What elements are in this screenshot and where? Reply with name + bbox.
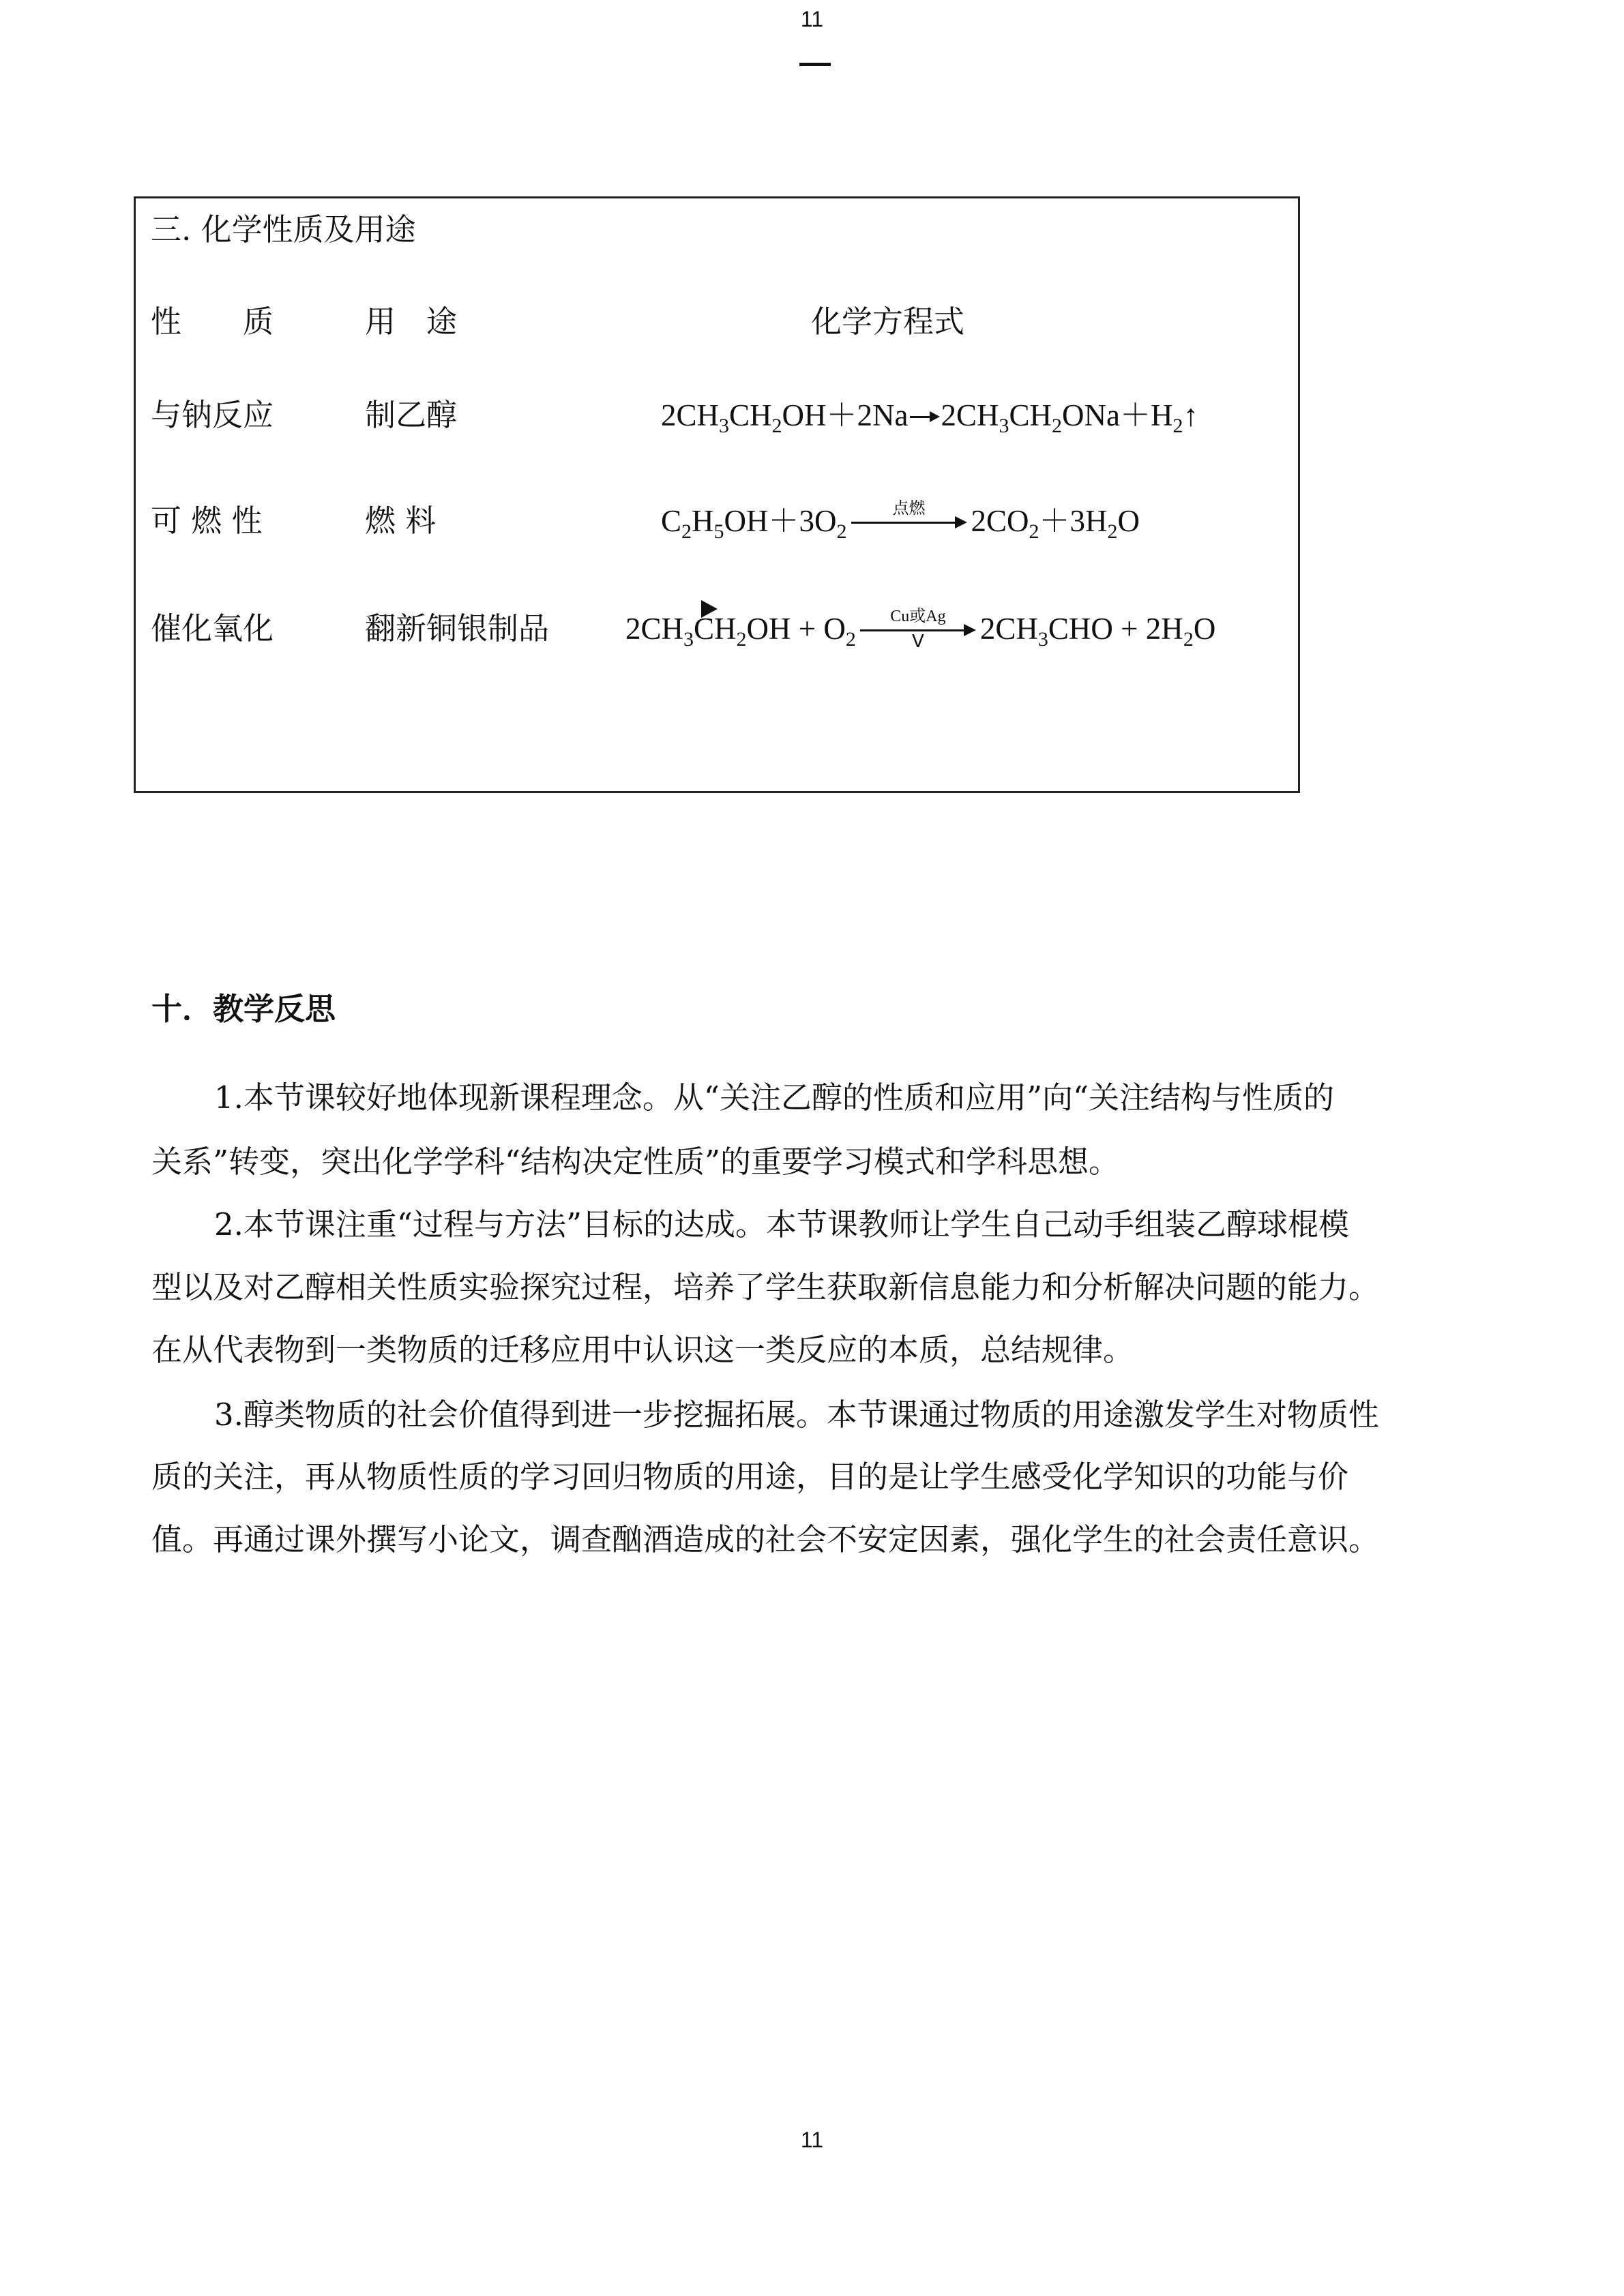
equation-sodium-reaction: $2CH_3CH_2OH+2Na$ $2CH_3CH_2ONa+H_2↑$ xyxy=(661,396,1198,434)
paragraph-line: 1.本节课较好地体现新课程理念。从“关注乙醇的性质和应用”向“关注结构与性质的 xyxy=(214,1079,1334,1116)
equation-combustion: $C_2H_5OH+3O_2$ 点燃 $2CO_2+3H_2O$ xyxy=(661,500,1140,543)
paragraph-line: 值。再通过课外撰写小论文，调查酗酒造成的社会不安定因素，强化学生的社会责任意识。 xyxy=(151,1521,1380,1557)
row-property: 可 燃 性 xyxy=(151,503,263,539)
triangle-marker-icon xyxy=(701,600,718,618)
reaction-condition: 点燃 xyxy=(892,500,926,518)
reaction-arrow xyxy=(851,502,967,540)
section-heading: 十．教学反思 xyxy=(151,991,336,1027)
paragraph-line: 2.本节课注重“过程与方法”目标的达成。本节课教师让学生自己动手组装乙醇球棍模 xyxy=(214,1206,1349,1242)
paragraph-line: 在从代表物到一类物质的迁移应用中认识这一类反应的本质，总结规律。 xyxy=(151,1332,1134,1368)
heating-symbol: V xyxy=(912,631,924,652)
reaction-arrow xyxy=(910,396,940,434)
row-use: 翻新铜银制品 xyxy=(365,610,550,646)
column-header-property: 性 质 xyxy=(151,303,274,340)
paragraph-line: 质的关注，再从物质性质的学习回归物质的用途，目的是让学生感受化学知识的功能与价 xyxy=(151,1459,1349,1495)
paragraph-line: 关系”转变，突出化学学科“结构决定性质”的重要学习模式和学科思想。 xyxy=(151,1144,1120,1180)
page-number-bottom: 11 xyxy=(800,2128,824,2152)
row-use: 制乙醇 xyxy=(365,397,458,433)
box-title: 三. 化学性质及用途 xyxy=(151,211,416,248)
column-header-equation: 化学方程式 xyxy=(811,303,965,340)
page-number-top: 11 xyxy=(800,7,824,31)
row-use: 燃 料 xyxy=(365,503,437,539)
paragraph-line: 3.醇类物质的社会价值得到进一步挖掘拓展。本节课通过物质的用途激发学生对物质性 xyxy=(214,1397,1379,1433)
reaction-arrow xyxy=(860,608,976,652)
row-property: 催化氧化 xyxy=(151,610,274,646)
row-property: 与钠反应 xyxy=(151,397,274,433)
equation-catalytic-oxidation: $2CH_3CH_2OH + O_2$ Cu或Ag V $2CH_3CHO + 2H_2O$ xyxy=(625,608,1216,652)
paragraph-line: 型以及对乙醇相关性质实验探究过程，培养了学生获取新信息能力和分析解决问题的能力。 xyxy=(151,1269,1380,1305)
column-header-use: 用 途 xyxy=(365,303,458,340)
header-divider xyxy=(799,63,831,66)
chemical-properties-box xyxy=(134,196,1300,793)
reaction-condition: Cu或Ag xyxy=(890,608,946,625)
